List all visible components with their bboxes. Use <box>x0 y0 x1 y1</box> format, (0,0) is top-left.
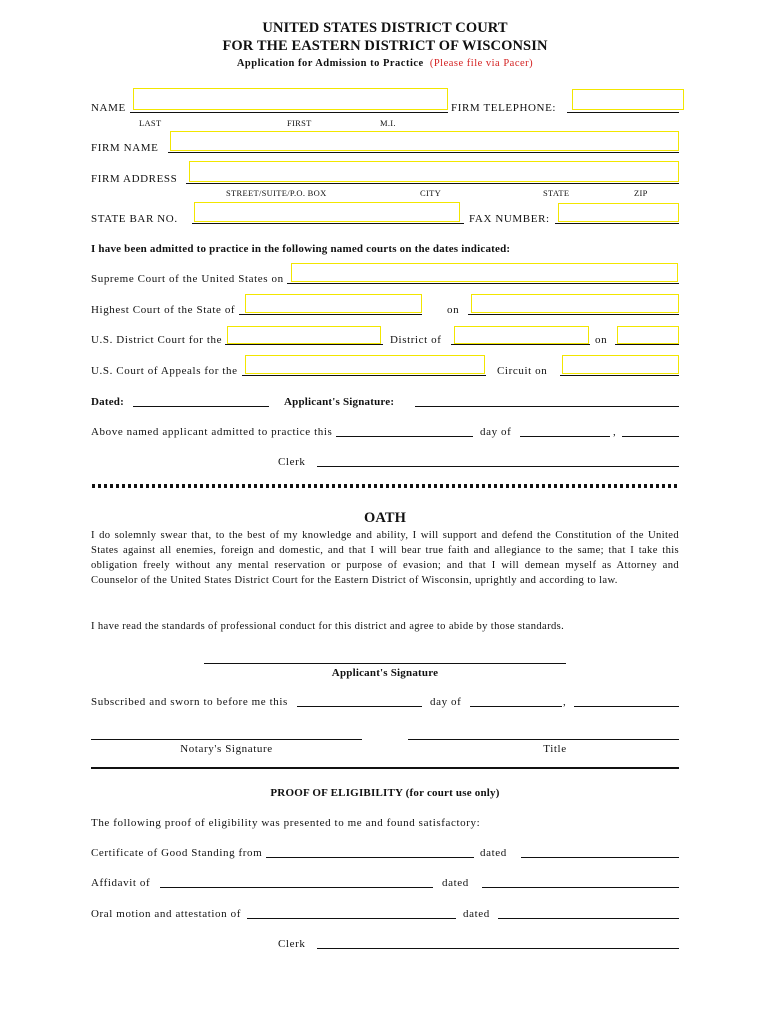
highest-court-on-label: on <box>447 304 460 316</box>
application-title <box>0 58 770 69</box>
oath-body: I do solemnly swear that, to the best of my knowledge and ability, I will support and defend the Constitution of the United States against all enemies, foreign and domestic, and that I will bear true faith and allegiance to the same; that I take this obligation freely without any mental reservation or purpose of evasion; and that I will demean myself as Attorney and Counselor of the United States District Court for the Eastern District of Wisconsin, uprightly and according to law. <box>91 530 679 586</box>
supreme-court-field[interactable] <box>291 263 678 282</box>
fax-label: FAX NUMBER: <box>469 213 550 225</box>
affidavit-line[interactable] <box>160 887 433 888</box>
certificate-label: Certificate of Good Standing from <box>91 847 263 859</box>
affidavit-dated-label: dated <box>442 877 469 889</box>
district-of-line <box>451 344 590 345</box>
certificate-dated-label: dated <box>480 847 507 859</box>
oath-title: OATH <box>363 510 407 526</box>
applicant-signature-label: Applicant's Signature: <box>284 396 395 408</box>
highest-court-line <box>239 314 422 315</box>
firm-name-line <box>168 152 679 153</box>
district-date-field[interactable] <box>617 326 679 344</box>
name-sub-first: FIRST <box>287 118 312 128</box>
appeals-court-line <box>242 375 486 376</box>
above-named-year-line[interactable] <box>622 436 679 437</box>
firm-address-line <box>186 183 679 184</box>
firm-name-label: FIRM NAME <box>91 142 159 154</box>
affidavit-dated-line[interactable] <box>482 887 679 888</box>
firm-telephone-field[interactable] <box>572 89 684 110</box>
certificate-line[interactable] <box>266 857 474 858</box>
proof-heading: PROOF OF ELIGIBILITY (for court use only) <box>270 787 500 799</box>
pacer-note: (Please file via Pacer) <box>429 58 534 69</box>
district-court-line <box>225 344 383 345</box>
oath-applicant-signature-line[interactable] <box>204 663 566 664</box>
appeals-circuit-field[interactable] <box>245 355 485 374</box>
circuit-date-field[interactable] <box>562 355 679 374</box>
dotted-separator <box>92 484 678 488</box>
day-of-label: day of <box>480 426 512 438</box>
firm-telephone-line <box>567 112 679 113</box>
name-label: NAME <box>91 102 126 114</box>
district-of-label: District of <box>390 334 442 346</box>
dated-label: Dated: <box>91 396 124 408</box>
highest-court-label: Highest Court of the State of <box>91 304 236 316</box>
district-court-field[interactable] <box>227 326 381 344</box>
above-named-day-line[interactable] <box>336 436 473 437</box>
name-line <box>130 112 448 113</box>
name-sub-last: LAST <box>139 118 162 128</box>
title-line[interactable] <box>408 739 679 740</box>
notary-signature-line[interactable] <box>91 739 362 740</box>
highest-court-state-field[interactable] <box>245 294 422 313</box>
district-court-label: U.S. District Court for the <box>91 334 223 346</box>
oral-motion-line[interactable] <box>247 918 456 919</box>
oral-motion-dated-line[interactable] <box>498 918 679 919</box>
comma-label: , <box>613 426 617 438</box>
state-bar-field[interactable] <box>194 202 460 222</box>
proof-intro: The following proof of eligibility was presented to me and found satisfactory: <box>91 817 481 829</box>
name-sub-mi: M.I. <box>380 118 396 128</box>
addr-sub-street: STREET/SUITE/P.O. BOX <box>226 188 327 198</box>
firm-telephone-label: FIRM TELEPHONE: <box>451 102 557 114</box>
district-of-field[interactable] <box>454 326 589 344</box>
state-bar-label: STATE BAR NO. <box>91 213 178 225</box>
circuit-on-label: Circuit on <box>497 365 548 377</box>
title-label: Title <box>543 743 567 755</box>
standards-text: I have read the standards of professional conduct for this district and agree to abide by those standards. <box>91 621 565 632</box>
affidavit-label: Affidavit of <box>91 877 151 889</box>
highest-court-date-field[interactable] <box>471 294 679 313</box>
above-named-month-line[interactable] <box>520 436 610 437</box>
name-field[interactable] <box>133 88 448 110</box>
proof-clerk-signature-line[interactable] <box>317 948 679 949</box>
above-named-label: Above named applicant admitted to practice this <box>91 426 333 438</box>
firm-address-field[interactable] <box>189 161 679 182</box>
state-bar-line <box>192 223 464 224</box>
supreme-court-line <box>287 283 679 284</box>
addr-sub-zip: ZIP <box>634 188 648 198</box>
court-title-line2: FOR THE EASTERN DISTRICT OF WISCONSIN <box>222 38 548 54</box>
notary-signature-label: Notary's Signature <box>180 743 273 755</box>
proof-clerk-label: Clerk <box>278 938 306 950</box>
highest-court-date-line <box>468 314 679 315</box>
firm-address-label: FIRM ADDRESS <box>91 173 178 185</box>
application-title-text: Application for Admission to Practice <box>236 58 424 69</box>
applicant-signature-line[interactable] <box>415 406 679 407</box>
certificate-dated-line[interactable] <box>521 857 679 858</box>
subscribed-day-line[interactable] <box>297 706 422 707</box>
oath-applicant-signature-label: Applicant's Signature <box>331 667 439 679</box>
oral-motion-dated-label: dated <box>463 908 490 920</box>
district-date-line <box>615 344 679 345</box>
fax-field[interactable] <box>558 203 679 222</box>
clerk-label: Clerk <box>278 456 306 468</box>
court-title-line1: UNITED STATES DISTRICT COURT <box>262 20 508 36</box>
section-divider <box>91 767 679 769</box>
clerk-signature-line[interactable] <box>317 466 679 467</box>
subscribed-label: Subscribed and sworn to before me this <box>91 696 288 708</box>
admitted-heading: I have been admitted to practice in the following named courts on the dates indicated: <box>91 243 511 255</box>
subscribed-comma-label: , <box>563 696 567 708</box>
subscribed-year-line[interactable] <box>574 706 679 707</box>
subscribed-month-line[interactable] <box>470 706 562 707</box>
firm-name-field[interactable] <box>170 131 679 151</box>
circuit-date-line <box>560 375 679 376</box>
fax-line <box>555 223 679 224</box>
dated-line[interactable] <box>133 406 269 407</box>
supreme-court-label: Supreme Court of the United States on <box>91 273 284 285</box>
addr-sub-city: CITY <box>420 188 442 198</box>
district-on-label: on <box>595 334 608 346</box>
oral-motion-label: Oral motion and attestation of <box>91 908 241 920</box>
subscribed-day-of-label: day of <box>430 696 462 708</box>
addr-sub-state: STATE <box>543 188 570 198</box>
appeals-court-label: U.S. Court of Appeals for the <box>91 365 238 377</box>
